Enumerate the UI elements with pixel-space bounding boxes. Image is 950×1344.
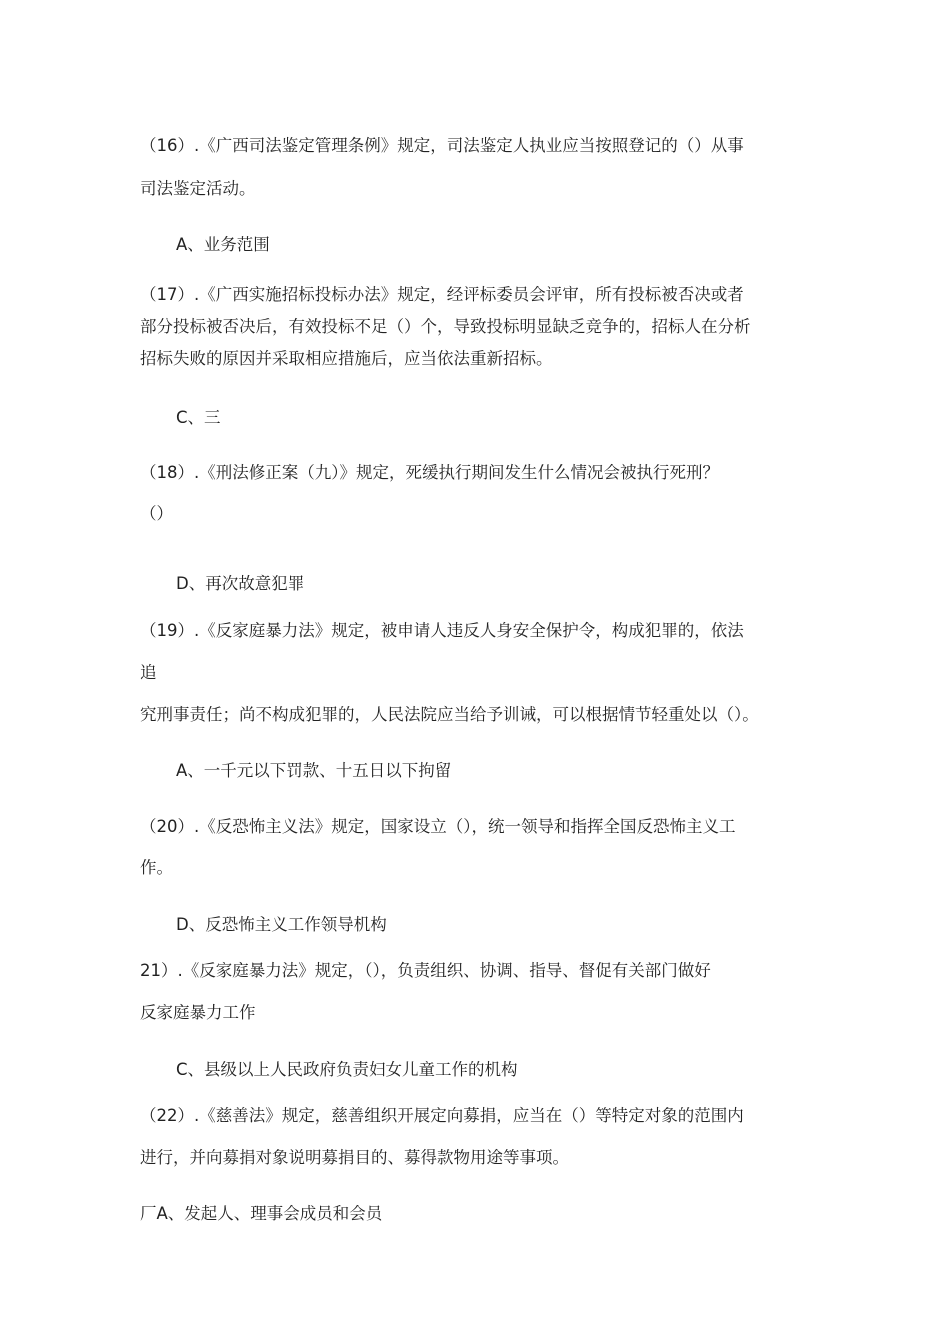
- question-21-line-1: 21）.《反家庭暴力法》规定，（），负责组织、协调、指导、督促有关部门做好: [140, 961, 711, 980]
- question-16-line-1: （16）.《广西司法鉴定管理条例》规定，司法鉴定人执业应当按照登记的（）从事: [140, 136, 744, 155]
- answer-22: 厂A、发起人、理事会成员和会员: [140, 1204, 383, 1223]
- question-18-line-1: （18）.《刑法修正案（九）》规定，死缓执行期间发生什么情况会被执行死刑？: [140, 463, 719, 482]
- question-17-line-3: 招标失败的原因并采取相应措施后，应当依法重新招标。: [140, 349, 553, 368]
- question-20-line-1: （20）.《反恐怖主义法》规定，国家设立（），统一领导和指挥全国反恐怖主义工: [140, 817, 736, 836]
- answer-18: D、再次故意犯罪: [176, 574, 305, 593]
- question-22-line-2: 进行，并向募捐对象说明募捐目的、募得款物用途等事项。: [140, 1148, 569, 1167]
- question-21-line-2: 反家庭暴力工作: [140, 1003, 256, 1022]
- question-17-line-2: 部分投标被否决后，有效投标不足（）个，导致投标明显缺乏竞争的，招标人在分析: [140, 317, 751, 336]
- question-22-line-1: （22）.《慈善法》规定，慈善组织开展定向募捐，应当在（）等特定对象的范围内: [140, 1106, 744, 1125]
- question-19-line-2: 追: [140, 663, 157, 682]
- question-19-line-3: 究刑事责任；尚不构成犯罪的，人民法院应当给予训诫，可以根据情节轻重处以（）。: [140, 705, 759, 724]
- answer-19: A、一千元以下罚款、十五日以下拘留: [176, 761, 452, 780]
- question-19-line-1: （19）.《反家庭暴力法》规定，被申请人违反人身安全保护令，构成犯罪的，依法: [140, 621, 744, 640]
- answer-21: C、县级以上人民政府负责妇女儿童工作的机构: [176, 1060, 518, 1079]
- answer-20: D、反恐怖主义工作领导机构: [176, 915, 387, 934]
- question-16-line-2: 司法鉴定活动。: [140, 179, 256, 198]
- answer-16: A、业务范围: [176, 235, 270, 254]
- answer-17: C、三: [176, 408, 221, 427]
- question-17-line-1: （17）.《广西实施招标投标办法》规定，经评标委员会评审，所有投标被否决或者: [140, 285, 744, 304]
- question-20-line-2: 作。: [140, 858, 173, 877]
- question-18-line-2: （）: [140, 504, 173, 523]
